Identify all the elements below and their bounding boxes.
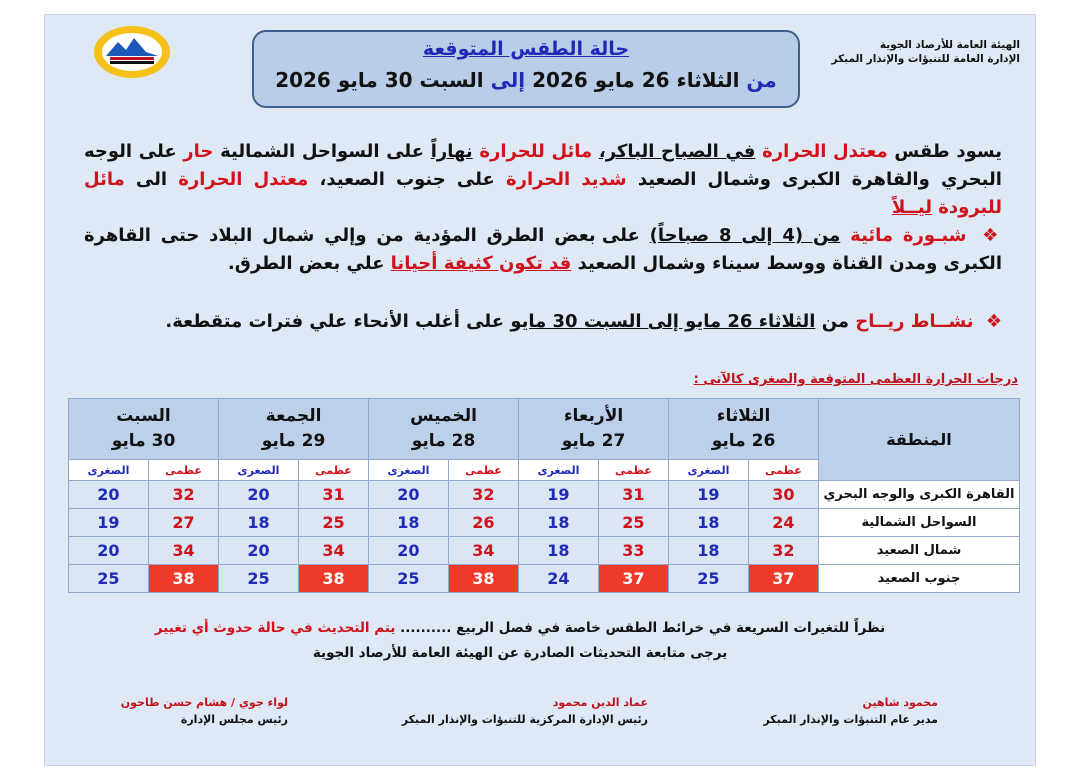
max-temp: 38 xyxy=(448,565,518,593)
day-header: الجمعة 29 مايو xyxy=(219,399,369,460)
signatory-role: رئيس مجلس الإدارة xyxy=(180,713,288,726)
max-temp: 32 xyxy=(148,481,218,509)
signatory-role: مدير عام التنبؤات والإنذار المبكر xyxy=(763,713,938,726)
min-label: الصغرى xyxy=(519,460,599,481)
max-temp: 26 xyxy=(448,509,518,537)
table-row xyxy=(69,509,1020,537)
min-temp: 20 xyxy=(69,537,149,565)
max-temp: 32 xyxy=(748,537,818,565)
region-name: جنوب الصعيد xyxy=(819,565,1020,593)
follow-notice: يرجى متابعة التحديثات الصادرة عن الهيئة العامة للأرصاد الجوية xyxy=(312,645,728,661)
max-temp: 37 xyxy=(748,565,818,593)
max-temp: 32 xyxy=(448,481,518,509)
day-header: الثلاثاء 26 مايو xyxy=(669,399,819,460)
min-temp: 18 xyxy=(669,509,749,537)
min-label: الصغرى xyxy=(69,460,149,481)
day-header: السبت 30 مايو xyxy=(69,399,219,460)
min-temp: 19 xyxy=(519,481,599,509)
table-row xyxy=(69,537,1020,565)
min-temp: 19 xyxy=(69,509,149,537)
min-temp: 25 xyxy=(369,565,449,593)
max-temp: 27 xyxy=(148,509,218,537)
day-header: الخميس 28 مايو xyxy=(369,399,519,460)
region-name: القاهرة الكبرى والوجه البحري xyxy=(819,481,1020,509)
max-temp: 34 xyxy=(298,537,368,565)
max-label: عظمى xyxy=(448,460,518,481)
update-notice: نظراً للتغيرات السريعة في خرائط الطقس خاصة في فصل الربيع .......... يتم التحديث في حالة حدوث أي تغيير xyxy=(154,620,886,636)
max-temp: 31 xyxy=(598,481,668,509)
signature-block xyxy=(28,694,288,728)
max-temp: 24 xyxy=(748,509,818,537)
max-temp: 25 xyxy=(598,509,668,537)
max-temp: 38 xyxy=(298,565,368,593)
min-temp: 25 xyxy=(69,565,149,593)
table-header-row xyxy=(69,399,1020,460)
bullet-icon: ❖ xyxy=(985,311,1002,332)
max-label: عظمى xyxy=(748,460,818,481)
region-name: شمال الصعيد xyxy=(819,537,1020,565)
min-temp: 18 xyxy=(369,509,449,537)
org-line-1: الهيئة العامة للأرصاد الجوية xyxy=(879,39,1020,51)
min-temp: 24 xyxy=(519,565,599,593)
max-temp: 33 xyxy=(598,537,668,565)
max-label: عظمى xyxy=(598,460,668,481)
date-range: من الثلاثاء 26 مايو 2026 إلى السبت 30 مايو 2026 xyxy=(275,68,777,92)
min-label: الصغرى xyxy=(219,460,299,481)
max-label: عظمى xyxy=(148,460,218,481)
organization-header xyxy=(820,38,1020,66)
min-temp: 18 xyxy=(219,509,299,537)
region-name: السواحل الشمالية xyxy=(819,509,1020,537)
min-temp: 20 xyxy=(219,537,299,565)
signature-block xyxy=(388,694,648,728)
ema-logo-icon xyxy=(92,24,172,80)
max-temp: 31 xyxy=(298,481,368,509)
signatory-name: عماد الدين محمود xyxy=(552,696,648,709)
max-temp: 37 xyxy=(598,565,668,593)
table-row xyxy=(69,565,1020,593)
max-temp: 34 xyxy=(448,537,518,565)
min-temp: 25 xyxy=(669,565,749,593)
day-header: الأربعاء 27 مايو xyxy=(519,399,669,460)
signatory-role: رئيس الإدارة المركزية للتنبؤات والإنذار المبكر xyxy=(401,713,648,726)
min-temp: 20 xyxy=(69,481,149,509)
table-caption: درجات الحرارة العظمى المتوقعة والصغرى كالآتى : xyxy=(693,372,1018,387)
max-label: عظمى xyxy=(298,460,368,481)
min-label: الصغرى xyxy=(669,460,749,481)
signatory-name: محمود شاهين xyxy=(862,696,938,709)
max-temp: 38 xyxy=(148,565,218,593)
max-temp: 30 xyxy=(748,481,818,509)
min-temp: 18 xyxy=(519,509,599,537)
min-temp: 20 xyxy=(219,481,299,509)
min-temp: 19 xyxy=(669,481,749,509)
signatory-name: لواء جوي / هشام حسن طاحون xyxy=(120,696,288,709)
max-temp: 34 xyxy=(148,537,218,565)
temperature-table xyxy=(68,398,1020,593)
min-temp: 20 xyxy=(369,537,449,565)
bullet-icon: ❖ xyxy=(982,225,1002,246)
min-temp: 25 xyxy=(219,565,299,593)
wind-bullet: ❖ نشــاط ريــاح من الثلاثاء 26 مايو إلى السبت 30 مايو على أغلب الأنحاء علي فترات متقطعة. xyxy=(165,311,1002,332)
signature-block xyxy=(678,694,938,728)
page-title: حالة الطقس المتوقعة xyxy=(422,38,630,60)
org-line-2: الإدارة العامة للتنبؤات والإنذار المبكر xyxy=(831,53,1020,65)
max-temp: 25 xyxy=(298,509,368,537)
min-temp: 18 xyxy=(669,537,749,565)
min-temp: 20 xyxy=(369,481,449,509)
summary-paragraph: يسود طقس معتدل الحرارة في الصباح الباكر، مائل للحرارة نهاراً على السواحل الشمالية حار على الوجه البحري والقاهرة الكبرى وشمال الصعيد شديد الحرارة على جنوب الصعيد، معتدل الحرارة الى مائل للبرودة ليــلاً xyxy=(84,141,1002,218)
fog-bullet: ❖ شبـورة مائية من (4 إلى 8 صباحاً) على بعض الطرق المؤدية من وإلي شمال البلاد حتى القاهرة الكبرى ومدن القناة ووسط سيناء وشمال الصعيد قد تكون كثيفة أحيانا علي بعض الطرق. xyxy=(84,225,1002,274)
title-box xyxy=(252,30,800,108)
min-temp: 18 xyxy=(519,537,599,565)
table-row xyxy=(69,481,1020,509)
min-label: الصغرى xyxy=(369,460,449,481)
region-column-header: المنطقة xyxy=(819,399,1020,481)
